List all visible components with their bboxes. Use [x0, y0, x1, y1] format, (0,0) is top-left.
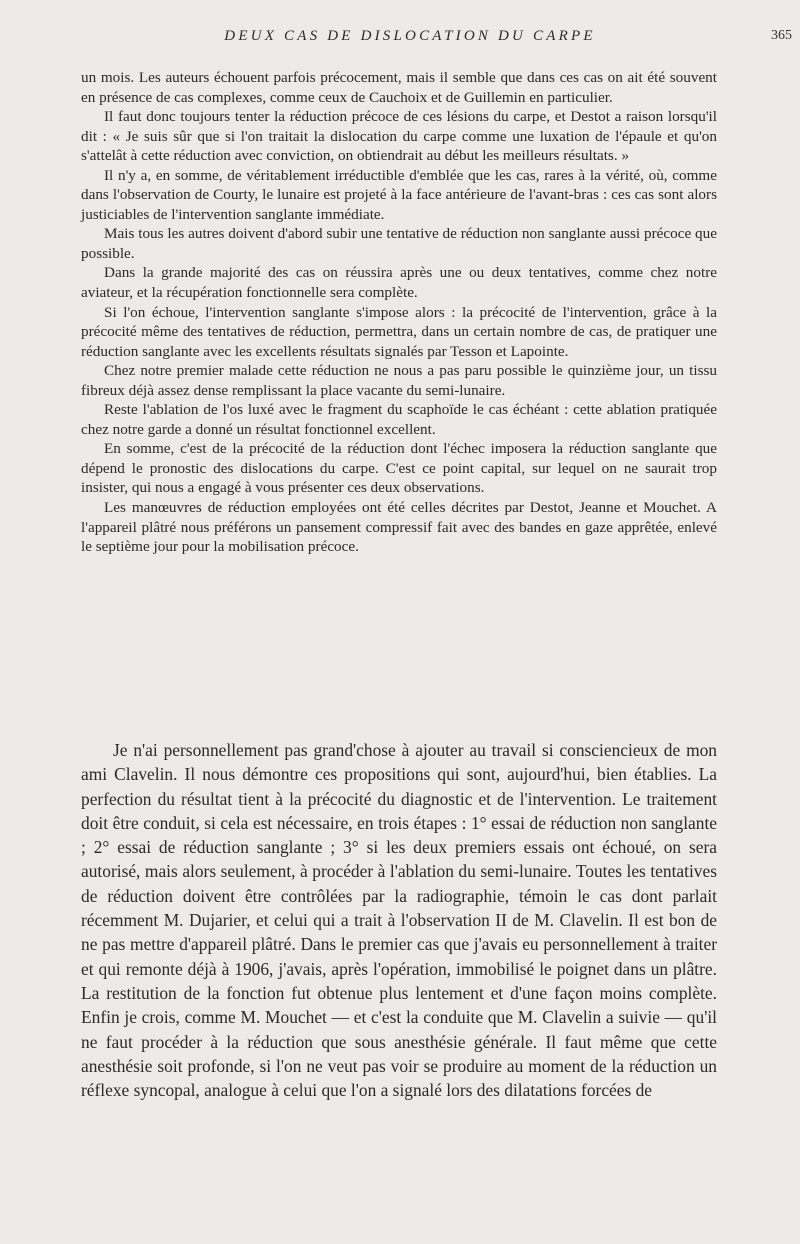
running-title: DEUX CAS DE DISLOCATION DU CARPE	[224, 28, 596, 44]
paragraph: Reste l'ablation de l'os luxé avec le fragment du scaphoïde le cas échéant : cette ablation pratiquée chez notre garde a donné un résultat fonctionnel excellent.	[81, 401, 717, 438]
paragraph: un mois. Les auteurs échouent parfois précocement, mais il semble que dans ces cas on ait été souvent en présence de cas complexes, comme ceux de Cauchoix et de Guillemin en particulier.	[81, 69, 717, 106]
page-number: 365	[771, 28, 792, 43]
paragraph: Je n'ai personnellement pas grand'chose à ajouter au travail si consciencieux de mon ami Clavelin. Il nous démontre ces propositions qui sont, aujourd'hui, bien établies. La perfection du résultat tient à la précocité du diagnostic et de l'intervention. Le traitement doit être conduit, si cela est nécessaire, en trois étapes : 1° essai de réduction non sanglante ; 2° essai de réduction sanglante ; 3° si les deux premiers essais ont échoué, on sera autorisé, mais alors seulement, à procéder à l'ablation du semi-lunaire. Toutes les tentatives de réduction doivent être contrôlées par la radiographie, témoin le cas dont parlait récemment M. Dujarier, et celui qui a trait à l'observation II de M. Clavelin. Il est bon de ne pas mettre d'appareil plâtré. Dans le premier cas que j'avais eu personnellement à traiter et qui remonte déjà à 1906, j'avais, après l'opération, immobilisé le poignet dans un plâtre. La restitution de la fonction fut obtenue plus lentement et d'une façon moins complète. Enfin je crois, comme M. Mouchet — et c'est la conduite que M. Clavelin a suivie — qu'il ne faut procéder à la réduction que sous anesthésie générale. Il faut même que cette anesthésie soit profonde, si l'on ne veut pas voir se produire au moment de la réduction un réflexe syncopal, analogue à celui que l'on a signalé lors des dilatations forcées de	[81, 740, 717, 1101]
paragraph: Chez notre premier malade cette réduction ne nous a pas paru possible le quinzième jour, un tissu fibreux déjà assez dense remplissant la place vacante du semi-lunaire.	[81, 362, 717, 399]
paragraph: En somme, c'est de la précocité de la réduction dont l'échec imposera la réduction sanglante que dépend le pronostic des dislocations du carpe. C'est ce point capital, sur lequel on ne saurait trop insister, qui nous a engagé à vous présenter ces deux observations.	[81, 440, 717, 497]
paragraph: Dans la grande majorité des cas on réussira après une ou deux tentatives, comme chez notre aviateur, et la récupération fonctionnelle sera complète.	[81, 264, 717, 302]
paragraph: Il faut donc toujours tenter la réduction précoce de ces lésions du carpe, et Destot a raison lorsqu'il dit : « Je suis sûr que si l'on traitait la dislocation du carpe comme une luxation de l'épaule et qu'on s'attelât à cette réduction avec conviction, on obtiendrait au début les meilleurs résultats. »	[81, 108, 717, 165]
paragraph: Mais tous les autres doivent d'abord subir une tentative de réduction non sanglante aussi précoce que possible.	[81, 225, 717, 262]
commentary-section	[81, 738, 717, 1102]
paragraph: Les manœuvres de réduction employées ont été celles décrites par Destot, Jeanne et Mouchet. A l'appareil plâtré nous préférons un pansement compressif fait avec des bandes en gaze apprêtée, enlevé le septième jour pour la mobilisation précoce.	[81, 499, 717, 556]
paragraph: Il n'y a, en somme, de véritablement irréductible d'emblée que les cas, rares à la vérité, où, comme dans l'observation de Courty, le lunaire est projeté à la face antérieure de l'avant-bras : ces cas sont alors justiciables de l'intervention sanglante immédiate.	[81, 166, 717, 223]
small-print-section	[81, 68, 717, 557]
paragraph: Si l'on échoue, l'intervention sanglante s'impose alors : la précocité de l'intervention, grâce à la précocité même des tentatives de réduction, permettra, dans un certain nombre de cas, de pratiquer une réduction sanglante avec les excellents résultats signalés par Tesson et Lapointe.	[81, 303, 717, 360]
running-header	[0, 28, 800, 48]
